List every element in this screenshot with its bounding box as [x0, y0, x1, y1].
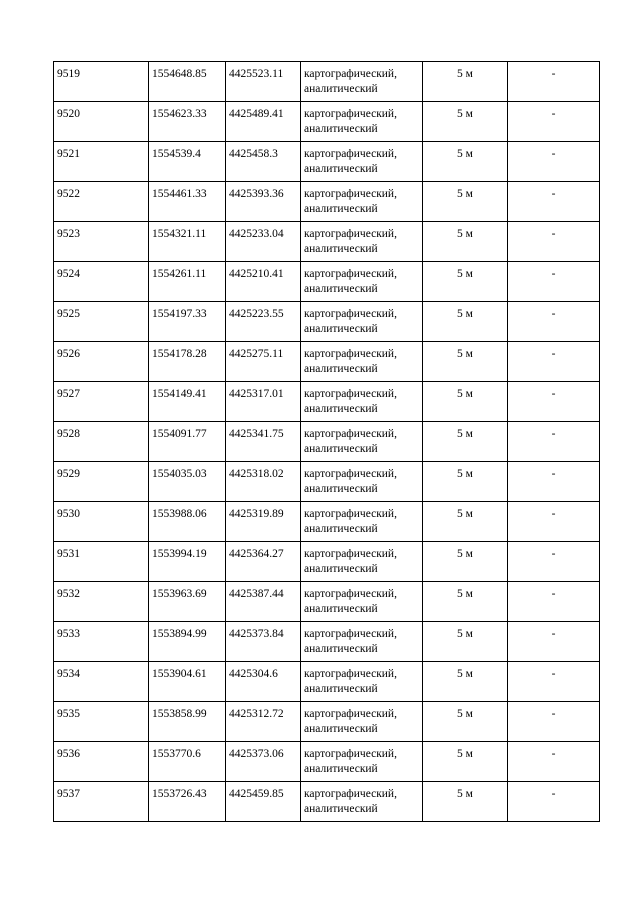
table-row: [54, 462, 600, 502]
y-coordinate-cell: 4425373.06: [226, 742, 301, 782]
note-cell: -: [508, 302, 600, 342]
method-line-2: аналитический: [304, 123, 378, 135]
note-cell: -: [508, 382, 600, 422]
accuracy-cell: 5 м: [423, 182, 508, 222]
point-number-cell: 9522: [54, 182, 149, 222]
table-row: [54, 222, 600, 262]
x-coordinate-cell: 1554623.33: [149, 102, 226, 142]
accuracy-cell: 5 м: [423, 382, 508, 422]
method-line-1: картографический,: [304, 708, 397, 720]
method-line-2: аналитический: [304, 323, 378, 335]
method-line-2: аналитический: [304, 803, 378, 815]
table-row: [54, 62, 600, 102]
x-coordinate-cell: 1554539.4: [149, 142, 226, 182]
point-number-cell: 9519: [54, 62, 149, 102]
point-number-cell: 9520: [54, 102, 149, 142]
method-line-1: картографический,: [304, 468, 397, 480]
table-row: [54, 542, 600, 582]
table-row: [54, 582, 600, 622]
accuracy-cell: 5 м: [423, 222, 508, 262]
coordinates-table: [53, 61, 600, 822]
table-row: [54, 502, 600, 542]
method-line-1: картографический,: [304, 788, 397, 800]
note-cell: -: [508, 782, 600, 822]
point-number-cell: 9537: [54, 782, 149, 822]
x-coordinate-cell: 1553963.69: [149, 582, 226, 622]
x-coordinate-cell: 1553858.99: [149, 702, 226, 742]
point-number-cell: 9535: [54, 702, 149, 742]
method-cell: [301, 742, 423, 782]
x-coordinate-cell: 1554149.41: [149, 382, 226, 422]
table-row: [54, 302, 600, 342]
method-line-1: картографический,: [304, 108, 397, 120]
y-coordinate-cell: 4425373.84: [226, 622, 301, 662]
method-cell: [301, 222, 423, 262]
note-cell: -: [508, 542, 600, 582]
table-row: [54, 782, 600, 822]
method-cell: [301, 502, 423, 542]
note-cell: -: [508, 702, 600, 742]
method-line-2: аналитический: [304, 523, 378, 535]
x-coordinate-cell: 1553770.6: [149, 742, 226, 782]
method-cell: [301, 662, 423, 702]
note-cell: -: [508, 622, 600, 662]
accuracy-cell: 5 м: [423, 542, 508, 582]
x-coordinate-cell: 1554648.85: [149, 62, 226, 102]
accuracy-cell: 5 м: [423, 62, 508, 102]
point-number-cell: 9521: [54, 142, 149, 182]
method-line-2: аналитический: [304, 563, 378, 575]
method-line-1: картографический,: [304, 668, 397, 680]
accuracy-cell: 5 м: [423, 462, 508, 502]
table-row: [54, 742, 600, 782]
method-line-2: аналитический: [304, 643, 378, 655]
point-number-cell: 9523: [54, 222, 149, 262]
table-row: [54, 102, 600, 142]
method-cell: [301, 302, 423, 342]
method-line-1: картографический,: [304, 508, 397, 520]
table-row: [54, 182, 600, 222]
method-line-2: аналитический: [304, 203, 378, 215]
table-row: [54, 262, 600, 302]
accuracy-cell: 5 м: [423, 662, 508, 702]
method-line-2: аналитический: [304, 603, 378, 615]
x-coordinate-cell: 1554091.77: [149, 422, 226, 462]
method-line-1: картографический,: [304, 428, 397, 440]
accuracy-cell: 5 м: [423, 142, 508, 182]
accuracy-cell: 5 м: [423, 742, 508, 782]
y-coordinate-cell: 4425387.44: [226, 582, 301, 622]
y-coordinate-cell: 4425523.11: [226, 62, 301, 102]
method-cell: [301, 382, 423, 422]
y-coordinate-cell: 4425364.27: [226, 542, 301, 582]
y-coordinate-cell: 4425319.89: [226, 502, 301, 542]
accuracy-cell: 5 м: [423, 102, 508, 142]
point-number-cell: 9526: [54, 342, 149, 382]
method-line-1: картографический,: [304, 308, 397, 320]
table-row: [54, 622, 600, 662]
method-cell: [301, 622, 423, 662]
note-cell: -: [508, 142, 600, 182]
note-cell: -: [508, 742, 600, 782]
y-coordinate-cell: 4425458.3: [226, 142, 301, 182]
method-line-2: аналитический: [304, 483, 378, 495]
method-line-1: картографический,: [304, 628, 397, 640]
x-coordinate-cell: 1554197.33: [149, 302, 226, 342]
accuracy-cell: 5 м: [423, 782, 508, 822]
y-coordinate-cell: 4425318.02: [226, 462, 301, 502]
method-line-2: аналитический: [304, 83, 378, 95]
method-cell: [301, 342, 423, 382]
table-row: [54, 702, 600, 742]
method-line-2: аналитический: [304, 163, 378, 175]
accuracy-cell: 5 м: [423, 702, 508, 742]
y-coordinate-cell: 4425210.41: [226, 262, 301, 302]
y-coordinate-cell: 4425393.36: [226, 182, 301, 222]
y-coordinate-cell: 4425233.04: [226, 222, 301, 262]
point-number-cell: 9525: [54, 302, 149, 342]
table-row: [54, 342, 600, 382]
x-coordinate-cell: 1553894.99: [149, 622, 226, 662]
x-coordinate-cell: 1554178.28: [149, 342, 226, 382]
table-row: [54, 142, 600, 182]
method-cell: [301, 182, 423, 222]
y-coordinate-cell: 4425223.55: [226, 302, 301, 342]
accuracy-cell: 5 м: [423, 422, 508, 462]
point-number-cell: 9536: [54, 742, 149, 782]
point-number-cell: 9532: [54, 582, 149, 622]
coordinates-table-body: [54, 62, 600, 822]
accuracy-cell: 5 м: [423, 622, 508, 662]
accuracy-cell: 5 м: [423, 582, 508, 622]
point-number-cell: 9531: [54, 542, 149, 582]
note-cell: -: [508, 62, 600, 102]
method-cell: [301, 702, 423, 742]
method-line-2: аналитический: [304, 723, 378, 735]
x-coordinate-cell: 1553988.06: [149, 502, 226, 542]
x-coordinate-cell: 1553994.19: [149, 542, 226, 582]
point-number-cell: 9530: [54, 502, 149, 542]
accuracy-cell: 5 м: [423, 502, 508, 542]
note-cell: -: [508, 582, 600, 622]
method-line-2: аналитический: [304, 283, 378, 295]
method-cell: [301, 262, 423, 302]
point-number-cell: 9524: [54, 262, 149, 302]
y-coordinate-cell: 4425341.75: [226, 422, 301, 462]
method-line-1: картографический,: [304, 148, 397, 160]
note-cell: -: [508, 462, 600, 502]
table-row: [54, 662, 600, 702]
y-coordinate-cell: 4425459.85: [226, 782, 301, 822]
table-row: [54, 422, 600, 462]
note-cell: -: [508, 502, 600, 542]
method-line-2: аналитический: [304, 443, 378, 455]
method-line-2: аналитический: [304, 683, 378, 695]
x-coordinate-cell: 1554261.11: [149, 262, 226, 302]
y-coordinate-cell: 4425312.72: [226, 702, 301, 742]
point-number-cell: 9527: [54, 382, 149, 422]
method-line-2: аналитический: [304, 363, 378, 375]
method-line-1: картографический,: [304, 388, 397, 400]
y-coordinate-cell: 4425275.11: [226, 342, 301, 382]
point-number-cell: 9533: [54, 622, 149, 662]
accuracy-cell: 5 м: [423, 262, 508, 302]
point-number-cell: 9529: [54, 462, 149, 502]
method-line-1: картографический,: [304, 748, 397, 760]
method-cell: [301, 102, 423, 142]
method-cell: [301, 782, 423, 822]
y-coordinate-cell: 4425489.41: [226, 102, 301, 142]
note-cell: -: [508, 662, 600, 702]
note-cell: -: [508, 342, 600, 382]
note-cell: -: [508, 102, 600, 142]
note-cell: -: [508, 182, 600, 222]
note-cell: -: [508, 262, 600, 302]
method-cell: [301, 582, 423, 622]
method-cell: [301, 142, 423, 182]
x-coordinate-cell: 1554321.11: [149, 222, 226, 262]
method-line-1: картографический,: [304, 268, 397, 280]
x-coordinate-cell: 1554461.33: [149, 182, 226, 222]
method-line-2: аналитический: [304, 243, 378, 255]
method-line-1: картографический,: [304, 188, 397, 200]
method-cell: [301, 462, 423, 502]
accuracy-cell: 5 м: [423, 302, 508, 342]
method-cell: [301, 542, 423, 582]
note-cell: -: [508, 422, 600, 462]
x-coordinate-cell: 1553726.43: [149, 782, 226, 822]
method-line-2: аналитический: [304, 403, 378, 415]
method-cell: [301, 62, 423, 102]
method-line-1: картографический,: [304, 68, 397, 80]
x-coordinate-cell: 1553904.61: [149, 662, 226, 702]
note-cell: -: [508, 222, 600, 262]
point-number-cell: 9528: [54, 422, 149, 462]
y-coordinate-cell: 4425317.01: [226, 382, 301, 422]
point-number-cell: 9534: [54, 662, 149, 702]
y-coordinate-cell: 4425304.6: [226, 662, 301, 702]
x-coordinate-cell: 1554035.03: [149, 462, 226, 502]
method-line-1: картографический,: [304, 228, 397, 240]
accuracy-cell: 5 м: [423, 342, 508, 382]
method-line-1: картографический,: [304, 348, 397, 360]
method-line-1: картографический,: [304, 588, 397, 600]
method-cell: [301, 422, 423, 462]
table-row: [54, 382, 600, 422]
method-line-1: картографический,: [304, 548, 397, 560]
method-line-2: аналитический: [304, 763, 378, 775]
